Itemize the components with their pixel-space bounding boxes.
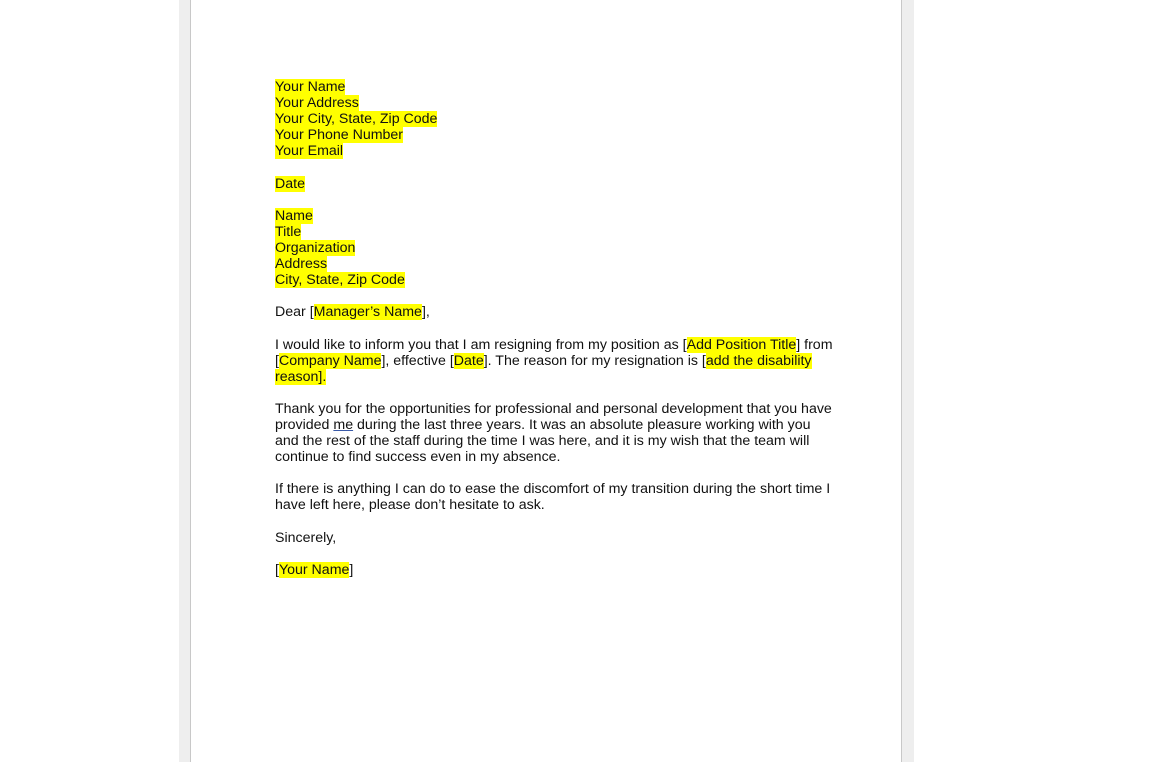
manager-name-placeholder[interactable]: Manager’s Name <box>313 304 422 321</box>
paragraph-text: ] from [ <box>275 336 833 369</box>
spacer <box>275 288 835 304</box>
spellcheck-word[interactable]: me <box>333 416 354 433</box>
paragraph-text: ]. The reason for my resignation is [ <box>483 352 706 369</box>
paragraph-transition: If there is anything I can do to ease the discomfort of my transition during the short time I have left here, please don’t hesitate to ask. <box>275 481 831 514</box>
position-title-placeholder[interactable]: Add Position Title <box>686 336 797 353</box>
document-page[interactable] <box>190 0 902 762</box>
recipient-title[interactable]: Title <box>275 223 302 240</box>
sender-email[interactable]: Your Email <box>275 143 344 160</box>
recipient-city-state-zip[interactable]: City, State, Zip Code <box>275 272 405 289</box>
signature-name-placeholder[interactable]: Your Name <box>278 561 350 578</box>
sender-city-state-zip[interactable]: Your City, State, Zip Code <box>275 111 438 128</box>
sender-block <box>275 79 835 95</box>
paragraph-thanks <box>275 401 835 465</box>
paragraph-text: Thank you for the opportunities for professional and personal development that you have provided <box>275 400 832 433</box>
signature <box>275 562 835 578</box>
recipient-organization[interactable]: Organization <box>275 239 356 256</box>
spacer <box>275 320 835 336</box>
date-placeholder[interactable]: Date <box>453 352 484 369</box>
salutation-prefix: Dear [ <box>275 304 314 321</box>
paragraph-text: during the last three years. It was an absolute pleasure working with you and the rest of the staff during the time I was here, and it is my wish that the team will continue to find success even in my absence. <box>275 416 811 466</box>
sender-address[interactable]: Your Address <box>275 95 359 112</box>
spacer <box>275 514 835 530</box>
recipient-name[interactable]: Name <box>275 207 313 224</box>
paragraph-text: ], effective [ <box>381 352 454 369</box>
signature-prefix: [ <box>275 561 279 578</box>
letter-date[interactable]: Date <box>275 175 305 192</box>
spacer <box>275 546 835 562</box>
reason-placeholder[interactable]: add the disability reason]. <box>275 352 812 385</box>
sender-name[interactable]: Your Name <box>275 79 346 95</box>
spacer <box>275 385 835 401</box>
recipient-address[interactable]: Address <box>275 256 328 273</box>
salutation-suffix: ], <box>421 304 430 321</box>
spacer <box>275 159 835 175</box>
letter-body[interactable] <box>275 79 835 578</box>
closing: Sincerely, <box>275 529 337 546</box>
paragraph-resignation <box>275 337 835 385</box>
salutation <box>275 304 835 320</box>
company-name-placeholder[interactable]: Company Name <box>278 352 382 369</box>
signature-suffix: ] <box>349 561 354 578</box>
paragraph-text: I would like to inform you that I am resigning from my position as [ <box>275 336 687 353</box>
spacer <box>275 192 835 208</box>
spacer <box>275 465 835 481</box>
sender-phone[interactable]: Your Phone Number <box>275 127 404 144</box>
